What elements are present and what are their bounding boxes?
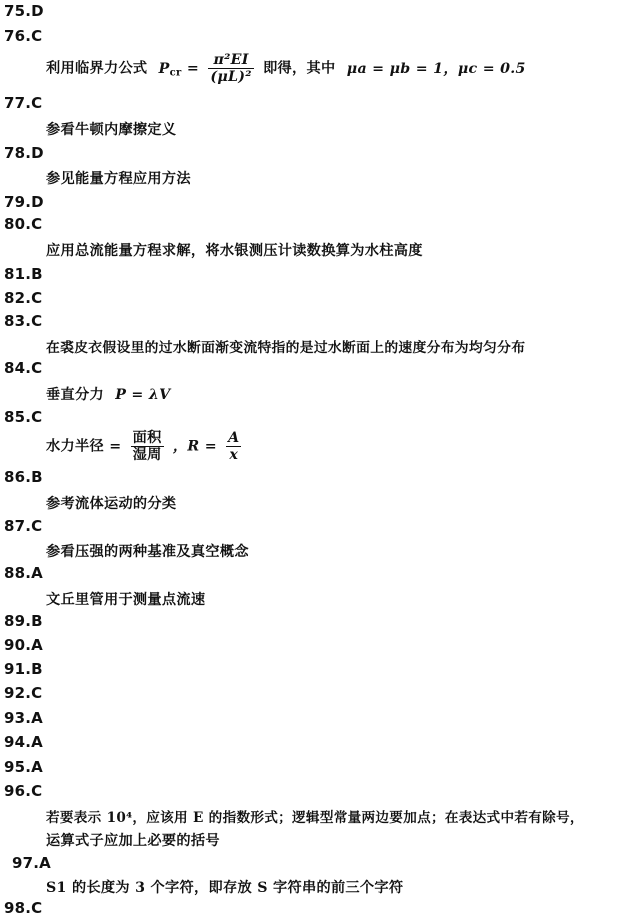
answer-92: 92.C — [4, 684, 43, 702]
formula-85-den1: 湿周 — [132, 447, 162, 463]
formula-85-sep: ，R = — [172, 438, 217, 455]
explanation-77: 参看牛顿内摩擦定义 — [46, 122, 177, 138]
formula-84-math: P = λV — [115, 387, 171, 403]
formula-76-denominator: (μL)² — [210, 69, 252, 85]
explanation-86: 参考流体运动的分类 — [46, 496, 177, 512]
answer-81: 81.B — [4, 265, 43, 283]
explanation-83: 在裘皮衣假设里的过水断面渐变流特指的是过水断面上的速度分布为均匀分布 — [46, 340, 526, 356]
formula-76-mid: 即得，其中 — [263, 60, 336, 77]
formula-85-fraction-2 — [226, 430, 241, 463]
formula-76 — [46, 52, 620, 85]
formula-76-intro: 利用临界力公式 — [46, 60, 148, 77]
formula-85-text: 水力半径 = — [46, 438, 122, 455]
answer-95: 95.A — [4, 758, 43, 776]
explanation-87: 参看压强的两种基准及真空概念 — [46, 544, 249, 560]
formula-76-p: P — [158, 60, 170, 77]
formula-76-numerator: π²EI — [208, 52, 254, 69]
answer-89: 89.B — [4, 612, 43, 630]
answer-78: 78.D — [4, 144, 44, 162]
answer-93: 93.A — [4, 709, 43, 727]
answer-90: 90.A — [4, 636, 43, 654]
answer-87: 87.C — [4, 517, 43, 535]
formula-76-fraction — [208, 52, 254, 85]
formula-85-den2: x — [229, 447, 239, 463]
explanation-80: 应用总流能量方程求解，将水银测压计读数换算为水柱高度 — [46, 243, 423, 259]
formula-76-eq: = — [186, 60, 200, 77]
explanation-88: 文丘里管用于测量点流速 — [46, 592, 206, 608]
explanation-97: S1 的长度为 3 个字符，即存放 S 字符串的前三个字符 — [46, 880, 404, 896]
formula-84 — [46, 384, 620, 404]
explanation-96-line2: 运算式子应加上必要的括号 — [46, 833, 220, 849]
answer-85: 85.C — [4, 408, 43, 426]
answer-88: 88.A — [4, 564, 43, 582]
explanation-96-line1: 若要表示 10⁴，应该用 E 的指数形式；逻辑型常量两边要加点；在表达式中若有除号， — [46, 810, 584, 826]
answer-94: 94.A — [4, 733, 43, 751]
answer-77: 77.C — [4, 94, 43, 112]
answer-97: 97.A — [12, 854, 51, 872]
answer-91: 91.B — [4, 660, 43, 678]
answer-86: 86.B — [4, 468, 43, 486]
answer-75: 75.D — [4, 2, 44, 20]
answer-83: 83.C — [4, 312, 43, 330]
answer-96: 96.C — [4, 782, 43, 800]
formula-76-mu: μa = μb = 1，μc = 0.5 — [346, 60, 526, 77]
answer-76: 76.C — [4, 27, 43, 45]
formula-85-num1: 面积 — [132, 430, 162, 446]
explanation-78: 参见能量方程应用方法 — [46, 171, 191, 187]
formula-84-text: 垂直分力 — [46, 387, 104, 403]
answer-82: 82.C — [4, 289, 43, 307]
answer-80: 80.C — [4, 215, 43, 233]
formula-85-fraction-1 — [131, 430, 164, 463]
answer-79: 79.D — [4, 193, 44, 211]
formula-85-num2: A — [228, 430, 240, 446]
answer-84: 84.C — [4, 359, 43, 377]
answer-98: 98.C — [4, 899, 43, 917]
formula-76-sub: cr — [169, 67, 182, 79]
formula-85 — [46, 430, 620, 463]
